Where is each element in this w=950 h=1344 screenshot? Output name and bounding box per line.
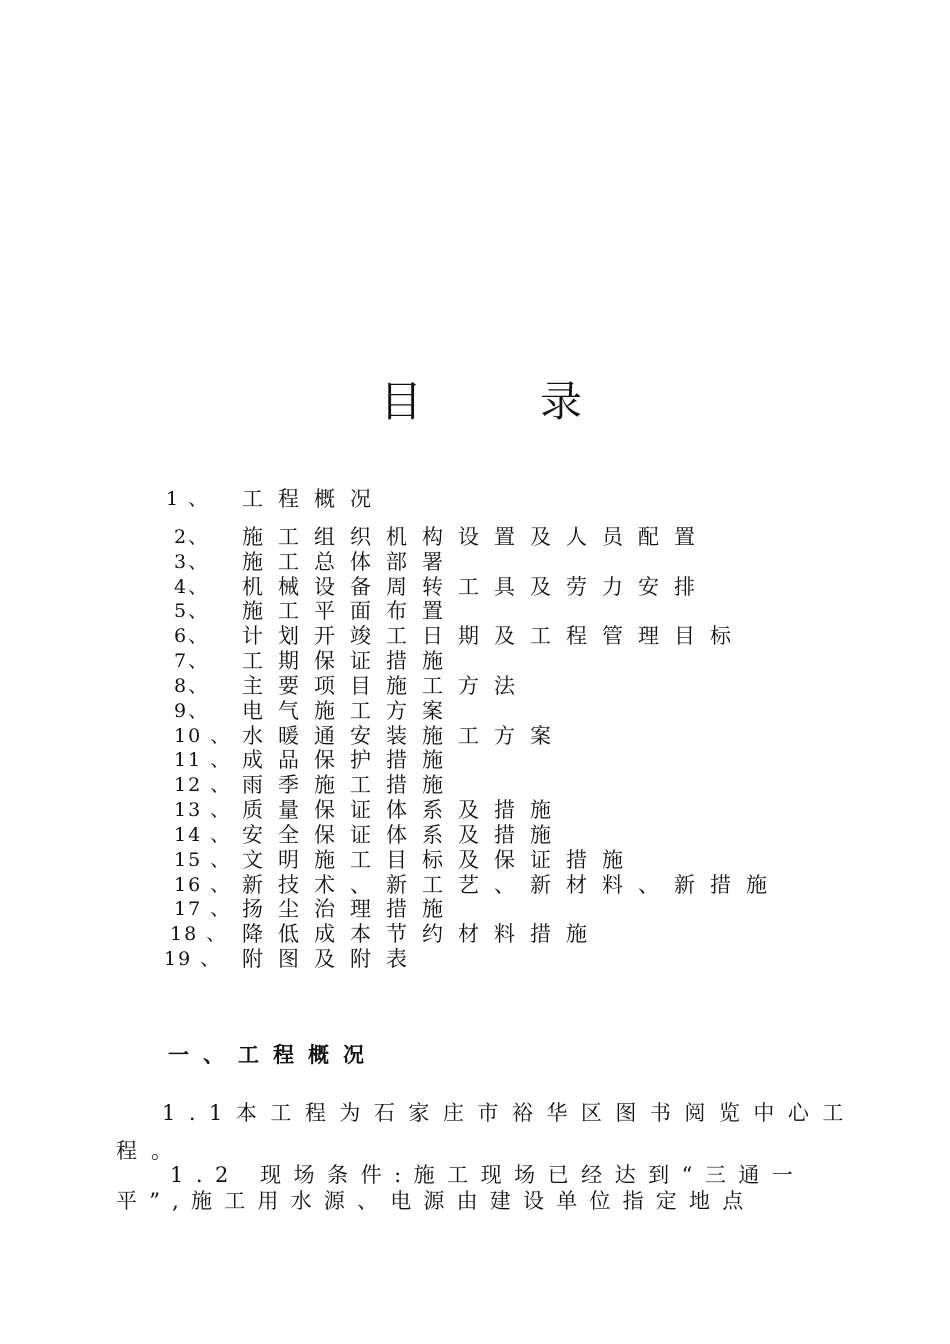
toc-item — [0, 797, 950, 823]
toc-item-label: 施工平面布置 — [242, 599, 458, 623]
toc-item — [0, 723, 950, 749]
toc-item-number: 3、 — [174, 551, 210, 573]
toc-item — [0, 747, 950, 773]
body-paragraph-line: 1.2 现场条件:施工现场已经达到“三通一 — [170, 1163, 806, 1187]
toc-item — [0, 772, 950, 798]
toc-item-label: 机械设备周转工具及劳力安排 — [242, 575, 710, 599]
toc-item-label: 雨季施工措施 — [242, 773, 458, 797]
toc-item-number: 8、 — [174, 675, 210, 697]
toc-item-label: 主要项目施工方法 — [242, 674, 530, 698]
body-paragraph-line: 程。 — [116, 1139, 186, 1163]
toc-item-number: 15 、 — [174, 849, 232, 871]
toc-item-label: 新技术、新工艺、新材料、新措施 — [242, 873, 782, 897]
toc-item-number: 16 、 — [174, 874, 232, 896]
toc-item-label: 质量保证体系及措施 — [242, 798, 566, 822]
toc-item-number: 13 、 — [174, 799, 232, 821]
toc-item-number: 9、 — [174, 700, 210, 722]
toc-item-label: 电气施工方案 — [242, 699, 458, 723]
toc-item-number: 19 、 — [164, 948, 222, 970]
toc-item-number: 1 、 — [166, 488, 210, 510]
body-paragraph-line: 平”,施工用水源、电源由建设单位指定地点 — [116, 1189, 756, 1213]
toc-item-label: 附图及附表 — [242, 947, 422, 971]
toc-item — [0, 598, 950, 624]
body-paragraph-line: 1.1本工程为石家庄市裕华区图书阅览中心工 — [162, 1101, 857, 1125]
toc-item-label: 成品保护措施 — [242, 748, 458, 772]
toc-item — [0, 847, 950, 873]
toc-item-label: 工期保证措施 — [242, 649, 458, 673]
toc-item — [0, 673, 950, 699]
toc-item — [0, 486, 950, 512]
toc-item — [0, 648, 950, 674]
toc-item-number: 5、 — [174, 600, 210, 622]
toc-item — [0, 921, 950, 947]
toc-item-number: 11 、 — [174, 749, 232, 771]
toc-item — [0, 698, 950, 724]
toc-item-number: 2、 — [174, 526, 210, 548]
toc-item-label: 工程概况 — [242, 487, 386, 511]
toc-item — [0, 822, 950, 848]
toc-item-label: 施工总体部署 — [242, 550, 458, 574]
toc-item — [0, 524, 950, 550]
toc-item-label: 文明施工目标及保证措施 — [242, 848, 638, 872]
title-char-2: 录 — [540, 377, 583, 426]
title-char-1: 目 — [380, 377, 423, 426]
section-heading: 一、工程概况 — [168, 1043, 378, 1067]
toc-item — [0, 872, 950, 898]
toc-item-number: 14 、 — [174, 824, 232, 846]
toc-item — [0, 946, 950, 972]
toc-item — [0, 549, 950, 575]
toc-item-label: 降低成本节约材料措施 — [242, 922, 602, 946]
toc-item-number: 17 、 — [174, 898, 232, 920]
toc-item-label: 扬尘治理措施 — [242, 897, 458, 921]
toc-item-number: 18 、 — [170, 923, 228, 945]
toc-item-label: 水暖通安装施工方案 — [242, 724, 566, 748]
toc-item-number: 10 、 — [174, 725, 232, 747]
toc-item — [0, 623, 950, 649]
toc-item-number: 12 、 — [174, 774, 232, 796]
toc-item-label: 计划开竣工日期及工程管理目标 — [242, 624, 746, 648]
toc-item-number: 4、 — [174, 576, 210, 598]
toc-item-number: 7、 — [174, 650, 210, 672]
toc-item — [0, 896, 950, 922]
toc-title — [0, 376, 950, 436]
toc-item-label: 施工组织机构设置及人员配置 — [242, 525, 710, 549]
toc-item — [0, 574, 950, 600]
toc-item-label: 安全保证体系及措施 — [242, 823, 566, 847]
toc-item-number: 6、 — [174, 625, 210, 647]
